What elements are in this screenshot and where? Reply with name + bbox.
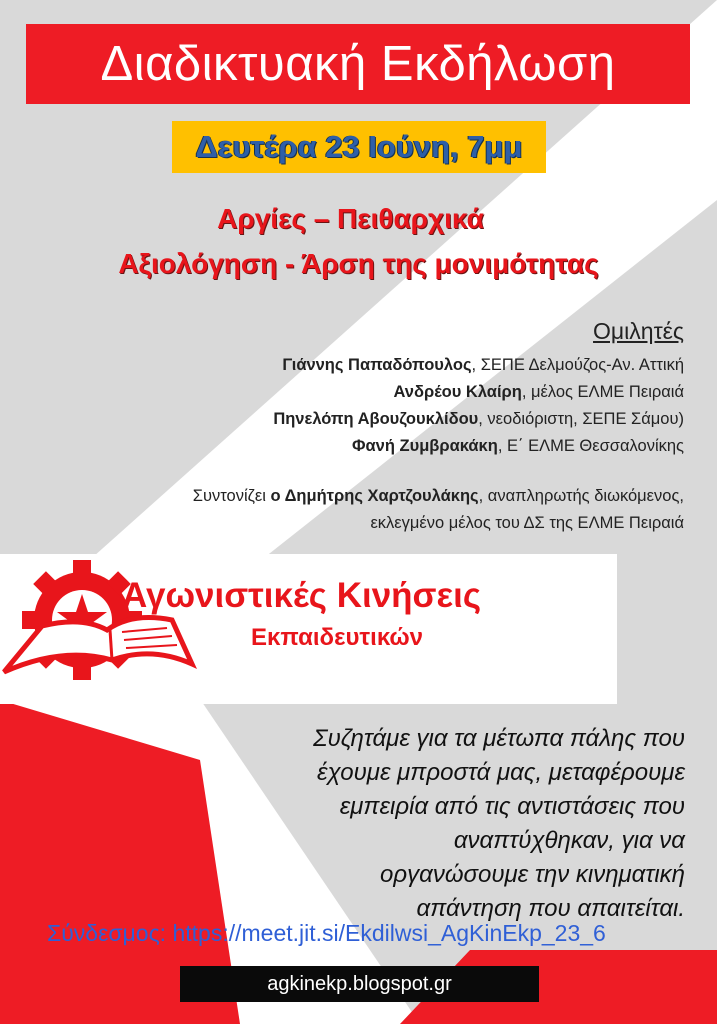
speaker-line <box>282 356 684 375</box>
speaker-info: , νεοδιόριστη, ΣΕΠΕ Σάμου) <box>478 410 684 428</box>
speaker-line <box>273 410 684 429</box>
blog-url[interactable]: agkinekp.blogspot.gr <box>267 972 452 995</box>
event-date: Δευτέρα 23 Ιούνη, 7μμ <box>195 129 523 164</box>
speaker-name: Ανδρέου Κλαίρη <box>393 383 522 401</box>
coordinator-prefix: Συντονίζει <box>192 487 271 505</box>
topic-line-1: Αργίες – Πειθαρχικά <box>217 203 484 234</box>
speaker-name: Γιάννης Παπαδόπουλος <box>282 356 472 374</box>
topic-line-2: Αξιολόγηση - Άρση της μονιμότητας <box>118 248 599 279</box>
coordinator-line-2: εκλεγμένο μέλος του ΔΣ της ΕΛΜΕ Πειραιά <box>370 514 684 532</box>
description-line: αναπτύχθηκαν, για να <box>453 827 685 854</box>
speaker-line <box>352 437 684 456</box>
speakers-heading: Ομιλητές <box>593 318 684 344</box>
speaker-info: , Ε΄ ΕΛΜΕ Θεσσαλονίκης <box>497 437 684 455</box>
description-line: απάντηση που απαιτείται. <box>416 895 685 922</box>
speaker-info: , ΣΕΠΕ Δελμούζος-Αν. Αττική <box>471 356 684 374</box>
footer-banner <box>180 966 539 1002</box>
coordinator-name: ο Δημήτρης Χαρτζουλάκης <box>270 487 479 505</box>
event-title: Διαδικτυακή Εκδήλωση <box>100 37 616 91</box>
meeting-link[interactable]: Σύνδεσμος: https://meet.jit.si/Ekdilwsi_AgKinEkp_23_6 <box>47 920 606 946</box>
date-banner <box>172 121 546 173</box>
speaker-line <box>394 383 685 402</box>
title-banner <box>26 24 690 104</box>
organization-name: Αγωνιστικές Κινήσεις <box>122 576 482 615</box>
coordinator-line-1 <box>193 487 684 506</box>
speaker-name: Φανή Ζυμβρακάκη <box>352 437 498 455</box>
description-line: Συζητάμε για τα μέτωπα πάλης που <box>313 725 685 752</box>
organization-subtitle: Εκπαιδευτικών <box>251 624 424 651</box>
description-line: εμπειρία από τις αντιστάσεις που <box>339 793 685 820</box>
description-line: έχουμε μπροστά μας, μεταφέρουμε <box>317 759 685 786</box>
speaker-info: , μέλος ΕΛΜΕ Πειραιά <box>521 383 684 401</box>
description-line: οργανώσουμε την κινηματική <box>380 861 685 888</box>
coordinator-role: , αναπληρωτής διωκόμενος, <box>478 487 684 505</box>
speaker-name: Πηνελόπη Αβουζουκλίδου <box>273 410 479 428</box>
event-description <box>165 722 685 926</box>
